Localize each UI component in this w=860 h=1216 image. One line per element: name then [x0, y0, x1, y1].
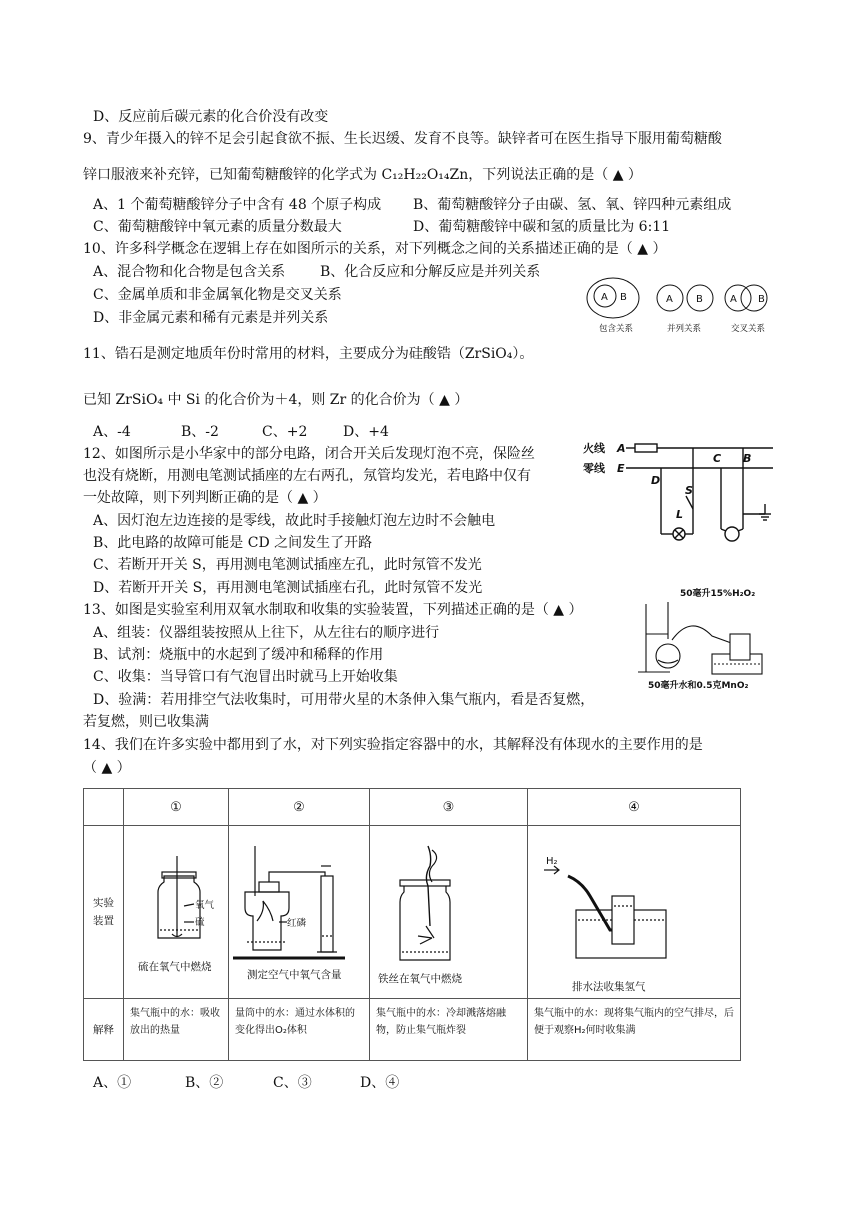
q11-option-a: A、-4	[93, 424, 131, 440]
caption-4: 排水法收集氢气	[572, 981, 646, 993]
flask-label: 50毫升水和0.5克MnO₂	[648, 681, 749, 691]
q11-option-d: D、+4	[343, 424, 389, 440]
svg-text:D: D	[651, 474, 661, 487]
q12-option-c: C、若断开开关 S，再用测电笔测试插座左孔，此时氖管不发光	[93, 557, 482, 573]
svg-text:氧气: 氧气	[195, 900, 215, 911]
caption-contain: 包含关系	[599, 324, 634, 334]
q10-option-d: D、非金属元素和稀有元素是并列关系	[93, 310, 329, 326]
live-wire-label: 火线	[583, 442, 605, 455]
q12-option-d: D、若断开开关 S，再用测电笔测试插座右孔，此时氖管不发光	[93, 580, 483, 596]
q11-option-c: C、+2	[262, 424, 308, 440]
col-header-1: ①	[124, 789, 229, 826]
explanation-3: 集气瓶中的水：冷却溅落熔融物，防止集气瓶炸裂	[370, 999, 528, 1061]
svg-text:L: L	[676, 508, 684, 521]
svg-text:红磷: 红磷	[287, 918, 307, 929]
q9-stem-line2: 锌口服液来补充锌，已知葡萄糖酸锌的化学式为 C₁₂H₂₂O₁₄Zn，下列说法正确的是（ ▲ ）	[83, 167, 642, 183]
q13-stem: 13、如图是实验室利用双氧水制取和收集的实验装置，下列描述正确的是（ ▲ ）	[83, 602, 583, 618]
caption-parallel: 并列关系	[667, 324, 702, 334]
col-header-2: ②	[229, 789, 370, 826]
q12-stem-line1: 12、如图所示是小华家中的部分电路，闭合开关后发现灯泡不亮，保险丝	[83, 446, 535, 462]
q12-option-b: B、此电路的故障可能是 CD 之间发生了开路	[93, 535, 373, 551]
q13-option-c: C、收集：当导管口有气泡冒出时就马上开始收集	[93, 669, 398, 685]
q13-option-a: A、组装：仪器组装按照从上往下，从左往右的顺序进行	[93, 625, 440, 641]
svg-text:硫: 硫	[195, 917, 205, 928]
row-label-explanation: 解释	[84, 999, 124, 1061]
q13-option-b: B、试剂：烧瓶中的水起到了缓冲和稀释的作用	[93, 647, 384, 663]
sulfur-burning-figure	[124, 826, 228, 998]
q14-stem-line1: 14、我们在许多实验中都用到了水，对下列实验指定容器中的水，其解释没有体现水的主要作用的是	[83, 737, 703, 753]
svg-text:B: B	[620, 292, 627, 303]
hydrogen-collection-figure	[528, 826, 740, 998]
svg-text:E: E	[617, 462, 625, 475]
q9-option-c: C、葡萄糖酸锌中氧元素的质量分数最大	[93, 219, 342, 235]
q14-stem-line2: （ ▲ ）	[83, 760, 131, 776]
svg-text:C: C	[713, 452, 722, 465]
q10-option-a: A、混合物和化合物是包含关系	[93, 264, 286, 280]
q14-option-c: C、③	[273, 1075, 312, 1091]
svg-text:A: A	[617, 442, 626, 455]
svg-text:H₂: H₂	[546, 856, 558, 867]
explanation-1: 集气瓶中的水：吸收放出的热量	[124, 999, 229, 1061]
caption-cross: 交叉关系	[731, 324, 766, 334]
explanation-2: 量筒中的水：通过水体积的变化得出O₂体积	[229, 999, 370, 1061]
q11-stem-line1: 11、锆石是测定地质年份时常用的材料，主要成分为硅酸锆（ZrSiO₄）。	[83, 346, 534, 362]
home-circuit-diagram	[583, 434, 783, 548]
caption-1: 硫在氧气中燃烧	[138, 961, 212, 973]
explanation-4: 集气瓶中的水：现将集气瓶内的空气排尽，后便于观察H₂何时收集满	[528, 999, 741, 1061]
neutral-wire-label: 零线	[583, 462, 605, 475]
q12-stem-line3: 一处故障，则下列判断正确的是（ ▲ ）	[83, 490, 327, 506]
q9-option-a: A、1 个葡萄糖酸锌分子中含有 48 个原子构成	[93, 197, 382, 213]
col-header-3: ③	[370, 789, 528, 826]
svg-text:A: A	[666, 294, 673, 305]
col-header-4: ④	[528, 789, 741, 826]
oxygen-content-figure	[229, 826, 369, 998]
svg-text:B: B	[743, 452, 752, 465]
set-relation-diagram	[585, 276, 785, 336]
q12-stem-line2: 也没有烧断，用测电笔测试插座的左右两孔，氖管均发光，若电路中仅有	[83, 468, 531, 484]
q14-option-b: B、②	[185, 1075, 224, 1091]
q10-stem: 10、许多科学概念在逻辑上存在如图所示的关系，对下列概念之间的关系描述正确的是（ ▲ ）	[83, 241, 667, 257]
q9-option-b: B、葡萄糖酸锌分子由碳、氢、氧、锌四种元素组成	[413, 197, 732, 213]
row-label-apparatus: 实验装置	[84, 826, 124, 999]
svg-text:B: B	[758, 294, 765, 305]
q10-option-c: C、金属单质和非金属氧化物是交叉关系	[93, 287, 342, 303]
q8-option-d: D、反应前后碳元素的化合价没有改变	[93, 109, 329, 125]
svg-text:A: A	[730, 294, 737, 305]
q13-option-d-line2: 若复燃，则已收集满	[83, 714, 209, 730]
q13-option-d-line1: D、验满：若用排空气法收集时，可用带火星的木条伸入集气瓶内，看是否复燃，	[93, 692, 595, 708]
q14-option-a: A、①	[93, 1075, 132, 1091]
q10-option-b: B、化合反应和分解反应是并列关系	[320, 264, 541, 280]
funnel-label: 50毫升15%H₂O₂	[680, 589, 756, 599]
h2o2-apparatus-diagram	[636, 584, 786, 694]
relation-a-label: A	[601, 292, 608, 303]
svg-text:S: S	[685, 484, 693, 497]
q11-option-b: B、-2	[181, 424, 219, 440]
q12-option-a: A、因灯泡左边连接的是零线，故此时手接触灯泡左边时不会触电	[93, 513, 496, 529]
q14-option-d: D、④	[360, 1075, 400, 1091]
iron-wire-burning-figure	[370, 826, 527, 998]
q9-option-d: D、葡萄糖酸锌中碳和氢的质量比为 6:11	[413, 219, 671, 235]
caption-2: 测定空气中氧气含量	[247, 969, 342, 981]
q11-stem-line2: 已知 ZrSiO₄ 中 Si 的化合价为＋4，则 Zr 的化合价为（ ▲ ）	[83, 392, 469, 408]
svg-text:B: B	[696, 294, 703, 305]
caption-3: 铁丝在氧气中燃烧	[378, 973, 462, 985]
q9-stem-line1: 9、青少年摄入的锌不足会引起食欲不振、生长迟缓、发育不良等。缺锌者可在医生指导下服用葡萄糖酸	[83, 131, 722, 147]
experiment-table	[83, 788, 741, 1061]
